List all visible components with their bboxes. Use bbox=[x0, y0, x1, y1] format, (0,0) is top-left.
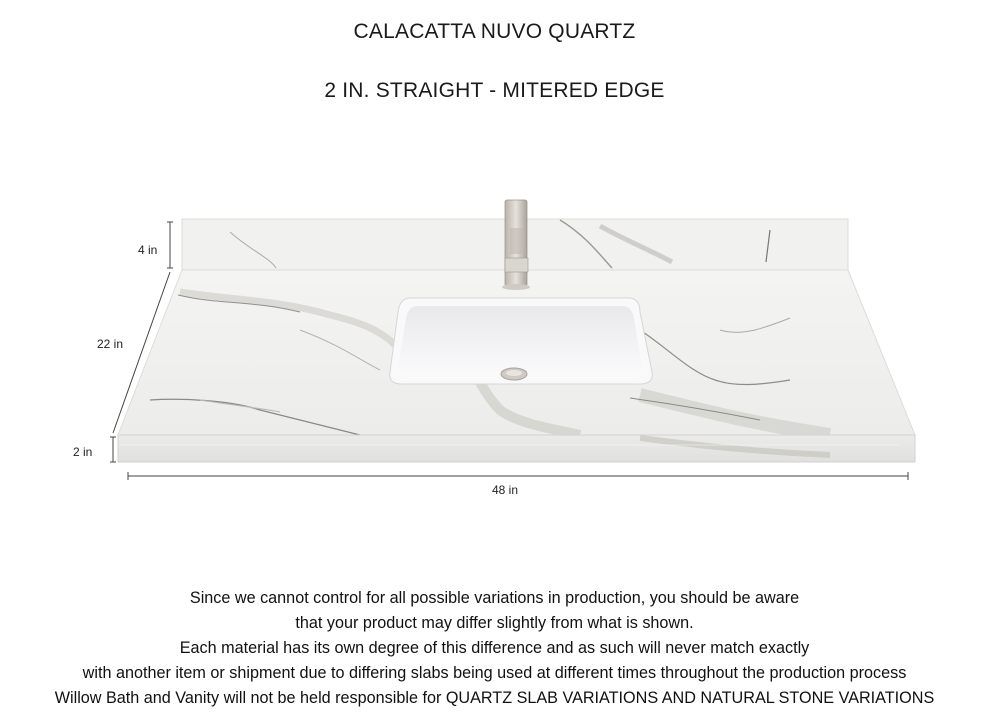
countertop-edge bbox=[118, 435, 915, 462]
disclaimer bbox=[0, 586, 989, 711]
disclaimer-line: that your product may differ slightly from what is shown. bbox=[295, 614, 694, 632]
edge-style-subtitle: 2 IN. STRAIGHT - MITERED EDGE bbox=[324, 79, 665, 102]
backsplash-height-label: 4 in bbox=[138, 243, 158, 257]
disclaimer-line: Willow Bath and Vanity will not be held responsible for QUARTZ SLAB VARIATIONS AND NATURAL STONE VARIATIONS bbox=[54, 689, 935, 707]
edge-thickness-label: 2 in bbox=[73, 445, 93, 459]
disclaimer-line: Each material has its own degree of this difference and as such will never match exactly bbox=[179, 639, 810, 657]
width-label: 48 in bbox=[492, 483, 519, 497]
depth-label: 22 in bbox=[97, 337, 124, 351]
disclaimer-line: with another item or shipment due to differing slabs being used at different times throughout the production process bbox=[82, 664, 907, 682]
product-title: CALACATTA NUVO QUARTZ bbox=[353, 20, 636, 43]
undermount-sink bbox=[390, 298, 653, 384]
faucet-icon bbox=[502, 200, 530, 290]
disclaimer-line: Since we cannot control for all possible variations in production, you should be aware bbox=[189, 589, 800, 607]
